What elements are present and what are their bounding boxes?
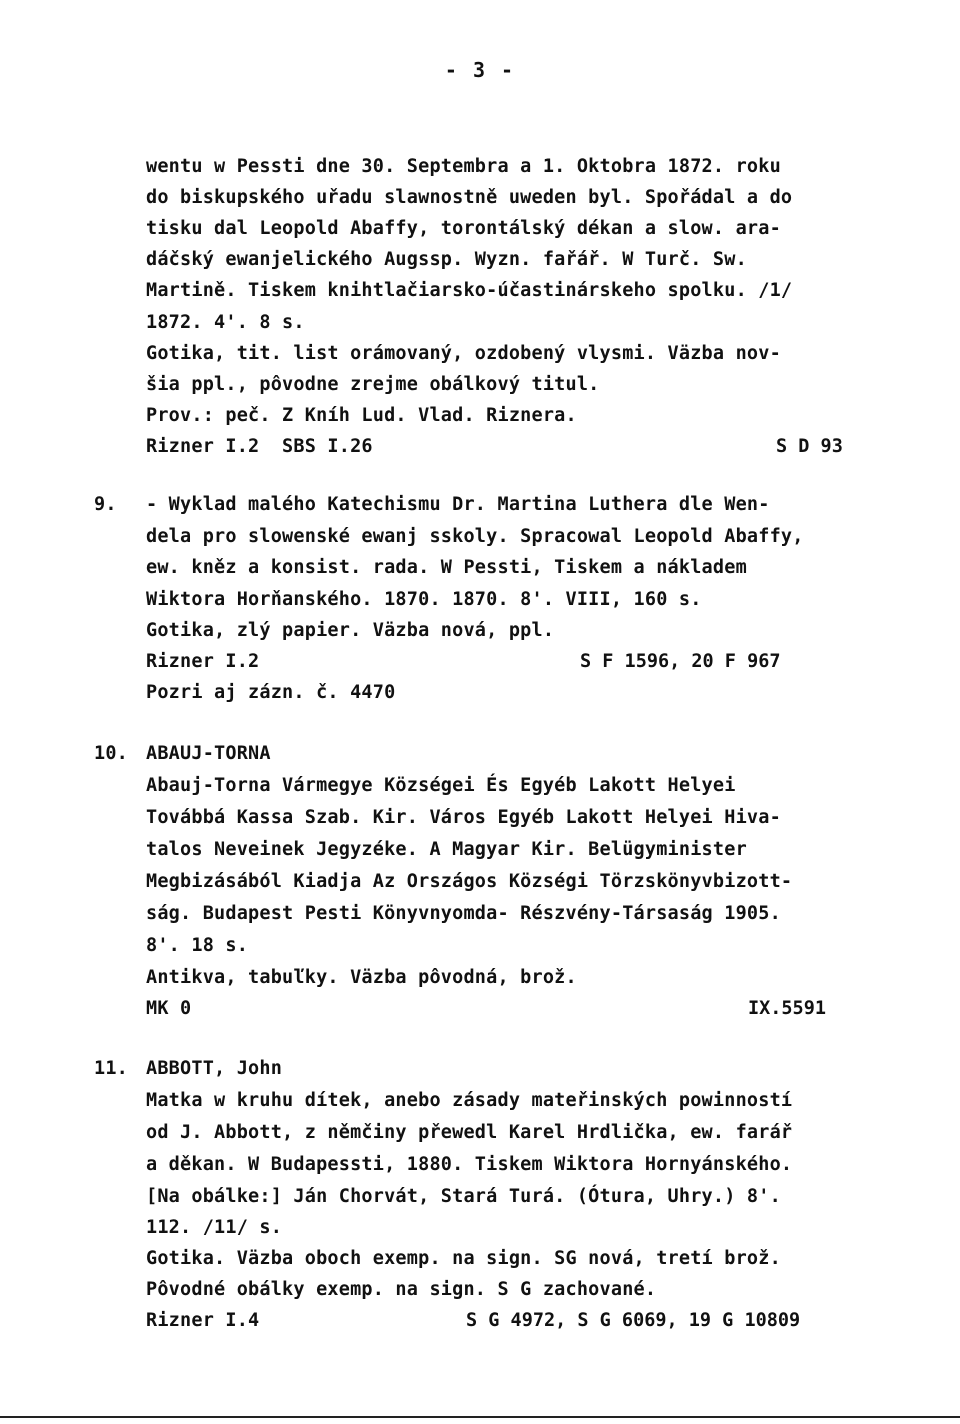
text-line: ság. Budapest Pesti Könyvnyomda- Részvény-Társaság 1905. [146, 903, 781, 924]
reference-left: Rizner I.4 [146, 1310, 260, 1331]
text-line: Megbizásából Kiadja Az Országos Községi Törzskönyvbizott- [146, 871, 793, 892]
entry-heading: ABBOTT, John [146, 1058, 283, 1079]
entry-number: 9. [94, 494, 117, 515]
entry-number: 10. [94, 743, 129, 764]
reference-left: MK 0 [146, 998, 192, 1019]
text-line: Prov.: peč. Z Kníh Lud. Vlad. Riznera. [146, 405, 577, 426]
reference-right: S D 93 [776, 436, 843, 457]
text-line: 8'. 18 s. [146, 935, 249, 956]
text-line: Gotika, zlý papier. Väzba nová, ppl. [146, 620, 555, 641]
text-line: Pôvodné obálky exemp. na sign. S G zachované. [146, 1279, 657, 1300]
text-line: od J. Abbott, z němčiny přewedl Karel Hrdlička, ew. farář [146, 1122, 793, 1143]
text-line: dela pro slowenské ewanj sskoly. Spracowal Leopold Abaffy, [146, 526, 804, 547]
text-line: tisku dal Leopold Abaffy, torontálský dékan a slow. ara- [146, 218, 781, 239]
text-line: Gotika, tit. list orámovaný, ozdobený vlysmi. Väzba nov- [146, 343, 781, 364]
text-line: - Wyklad malého Katechismu Dr. Martina Luthera dle Wen- [146, 494, 770, 515]
text-line: do biskupského uřadu slawnostně uweden byl. Spořádal a do [146, 187, 793, 208]
text-line: Továbbá Kassa Szab. Kir. Város Egyéb Lakott Helyei Hiva- [146, 807, 781, 828]
text-line: Gotika. Väzba oboch exemp. na sign. SG nová, tretí brož. [146, 1248, 781, 1269]
bottom-rule [0, 1416, 960, 1418]
text-line: ew. kněz a konsist. rada. W Pessti, Tiskem a nákladem [146, 557, 747, 578]
text-line: Abauj-Torna Vármegye Községei És Egyéb Lakott Helyei [146, 775, 736, 796]
entry-heading: ABAUJ-TORNA [146, 743, 271, 764]
text-line: dáčský ewanjelického Augssp. Wyzn. fařář. W Turč. Sw. [146, 249, 747, 270]
reference-left: Rizner I.2 [146, 651, 260, 672]
text-line: talos Neveinek Jegyzéke. A Magyar Kir. Belügyminister [146, 839, 747, 860]
text-line: Wiktora Horňanského. 1870. 1870. 8'. VIII, 160 s. [146, 589, 702, 610]
entry-number: 11. [94, 1058, 129, 1079]
reference-right: IX.5591 [748, 998, 826, 1019]
text-line: wentu w Pessti dne 30. Septembra a 1. Oktobra 1872. roku [146, 156, 781, 177]
text-line: Matka w kruhu dítek, anebo zásady mateřinských powinností [146, 1090, 793, 1111]
text-line: a děkan. W Budapessti, 1880. Tiskem Wiktora Hornyánského. [146, 1154, 793, 1175]
cross-reference-note: Pozri aj zázn. č. 4470 [146, 682, 396, 703]
reference-left: Rizner I.2 SBS I.26 [146, 436, 373, 457]
page-number: - 3 - [444, 58, 516, 82]
text-line: [Na obálke:] Ján Chorvát, Stará Turá. (Ótura, Uhry.) 8'. [146, 1186, 781, 1207]
reference-right: S F 1596, 20 F 967 [580, 651, 781, 672]
text-line: Martině. Tiskem knihtlačiarsko-účastinárskeho spolku. /1/ [146, 280, 793, 301]
reference-right: S G 4972, S G 6069, 19 G 10809 [466, 1310, 801, 1331]
text-line: 1872. 4'. 8 s. [146, 312, 305, 333]
text-line: šia ppl., pôvodne zrejme obálkový titul. [146, 374, 600, 395]
text-line: 112. /11/ s. [146, 1217, 283, 1238]
text-line: Antikva, tabuľky. Väzba pôvodná, brož. [146, 967, 577, 988]
